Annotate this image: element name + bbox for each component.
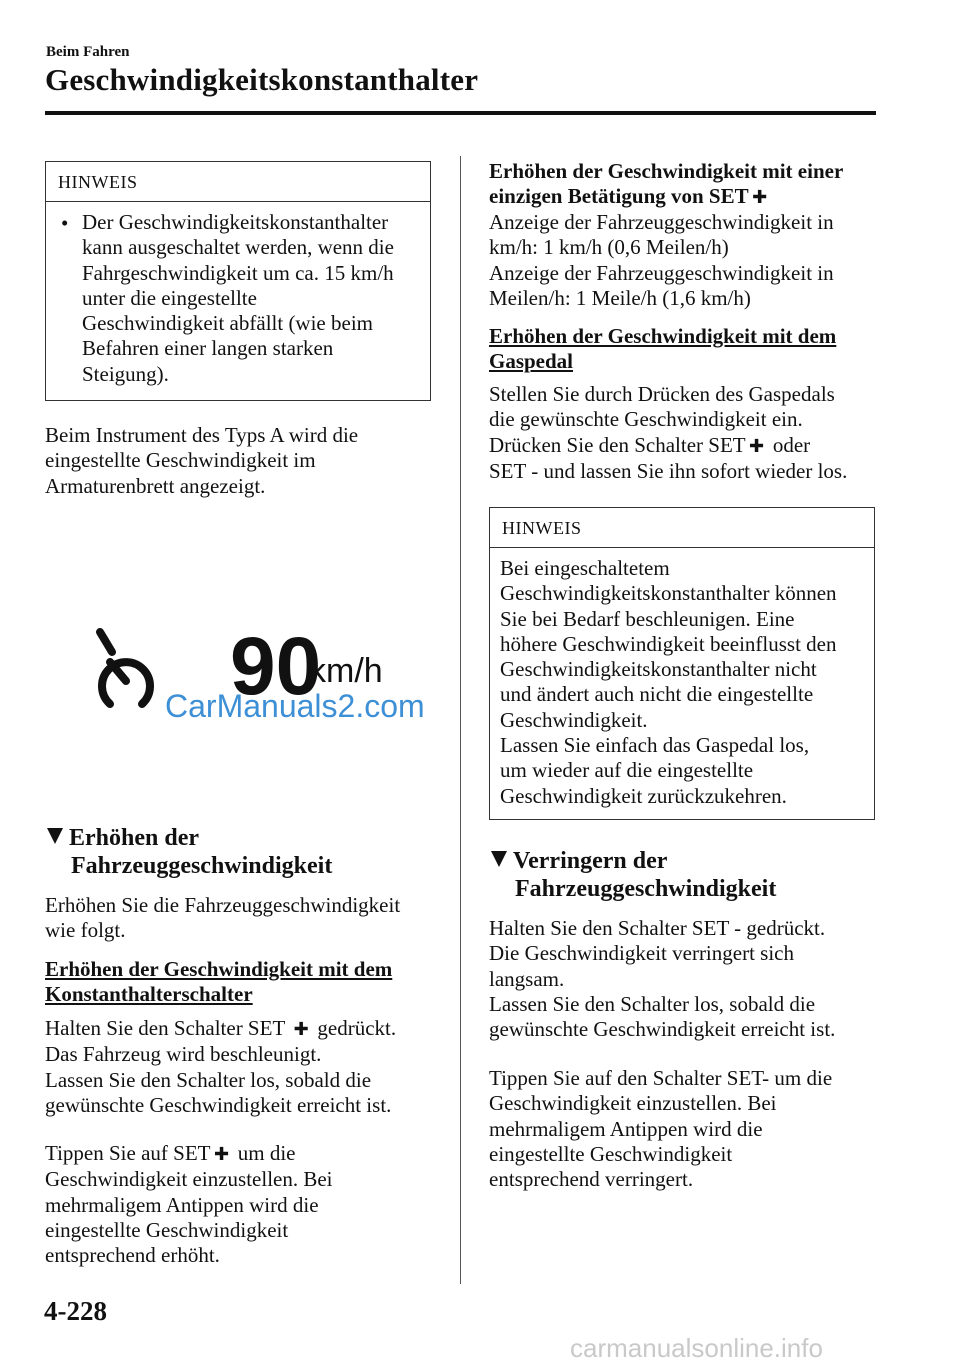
text-line: eingestellte Geschwindigkeit im	[45, 448, 316, 473]
page-title: Geschwindigkeitskonstanthalter	[45, 62, 479, 97]
text-line: gewünschte Geschwindigkeit erreicht ist.	[489, 1017, 836, 1042]
text-line: Tippen Sie auf den Schalter SET- um die	[489, 1066, 833, 1090]
subheading-single-press	[489, 159, 843, 210]
text-line: Die Geschwindigkeit verringert sich	[489, 941, 794, 966]
paragraph-hold-set-minus	[489, 916, 835, 1042]
bullet-dot: •	[61, 211, 69, 235]
text-line: Geschwindigkeit einzustellen. Bei	[45, 1167, 333, 1192]
text-line: eingestellte Geschwindigkeit	[489, 1141, 733, 1166]
note-line: Geschwindigkeitskonstanthalter nicht	[500, 657, 817, 682]
cruise-control-icon	[100, 632, 150, 704]
note-line: Lassen Sie einfach das Gaspedal los,	[500, 733, 810, 758]
text-line: Geschwindigkeit einzustellen. Bei	[489, 1091, 777, 1116]
text-line: Anzeige der Fahrzeuggeschwindigkeit in	[489, 210, 834, 234]
heading-line: Fahrzeuggeschwindigkeit	[71, 853, 333, 879]
speed-value: 90	[230, 621, 322, 712]
heading-decrease-speed	[491, 847, 776, 903]
text-line: Armaturenbrett angezeigt.	[45, 473, 266, 498]
paragraph-tap-set-minus	[489, 1066, 832, 1192]
paragraph-increase-intro	[45, 893, 400, 944]
note-line: Steigung).	[82, 361, 169, 386]
note-line: kann ausgeschaltet werden, wenn die	[82, 235, 394, 260]
text-line: SET - und lassen Sie ihn sofort wieder los.	[489, 458, 848, 483]
note-line: um wieder auf die eingestellte	[500, 758, 754, 783]
note-bullet	[46, 202, 430, 387]
speed-unit: km/h	[309, 652, 383, 690]
page-number: 4-228	[44, 1296, 107, 1326]
note-line: Geschwindigkeit abfällt (wie beim	[82, 311, 373, 336]
plus-icon: ✚	[293, 1019, 309, 1040]
note-line: Befahren einer langen starken	[82, 336, 334, 361]
text-line: mehrmaligem Antippen wird die	[45, 1192, 319, 1217]
subheading-line: Erhöhen der Geschwindigkeit mit einer	[489, 159, 844, 183]
text-line: Das Fahrzeug wird beschleunigt.	[45, 1042, 322, 1067]
text-segment: Tippen Sie auf SET	[45, 1141, 211, 1165]
note-heading: HINWEIS	[46, 162, 430, 202]
header-rule	[45, 111, 876, 115]
footer-watermark: carmanualsonline.info	[570, 1333, 823, 1363]
note-line: Geschwindigkeit.	[500, 707, 648, 732]
paragraph-hold-switch	[45, 1016, 396, 1118]
text-line: Lassen Sie den Schalter los, sobald die	[489, 991, 816, 1016]
paragraph-tap-set	[45, 1141, 333, 1268]
text-line: Lassen Sie den Schalter los, sobald die	[45, 1067, 372, 1092]
note-line: höhere Geschwindigkeit beeinflusst den	[500, 631, 837, 656]
subheading-line: Gaspedal	[489, 349, 574, 373]
text-line: eingestellte Geschwindigkeit	[45, 1217, 289, 1242]
section-label: Beim Fahren	[46, 44, 130, 60]
text-line: Anzeige der Fahrzeuggeschwindigkeit in	[489, 260, 834, 285]
text-segment: gedrückt.	[317, 1016, 397, 1040]
text-line: langsam.	[489, 966, 565, 991]
text-line: Stellen Sie durch Drücken des Gaspedals	[489, 382, 835, 406]
text-line: entsprechend verringert.	[489, 1167, 694, 1192]
note-line: und ändert auch nicht die eingestellte	[500, 682, 814, 707]
text-line: wie folgt.	[45, 918, 126, 943]
note-line: Bei eingeschaltetem	[500, 556, 670, 580]
paragraph-increment-values	[489, 210, 834, 311]
note-line: Der Geschwindigkeitskonstanthalter	[82, 210, 389, 234]
watermark-text: CarManuals2.com	[165, 688, 425, 724]
note-box-2	[489, 507, 875, 820]
text-segment: Drücken Sie den Schalter SET	[489, 432, 746, 457]
triangle-marker-icon	[491, 851, 507, 867]
text-line: die gewünschte Geschwindigkeit ein.	[489, 407, 803, 432]
text-line: mehrmaligem Antippen wird die	[489, 1116, 763, 1141]
text-line: Beim Instrument des Typs A wird die	[45, 423, 359, 447]
text-line: gewünschte Geschwindigkeit erreicht ist.	[45, 1092, 392, 1117]
heading-line: Erhöhen der	[69, 825, 200, 851]
heading-line: Verringern der	[513, 848, 668, 874]
text-segment: Halten Sie den Schalter SET	[45, 1016, 285, 1040]
note-line: Sie bei Bedarf beschleunigen. Eine	[500, 606, 795, 631]
subheading-accelerator	[489, 324, 836, 374]
note-line: Geschwindigkeitskonstanthalter können	[500, 581, 837, 606]
note-body	[490, 548, 874, 809]
text-line: Erhöhen Sie die Fahrzeuggeschwindigkeit	[45, 893, 401, 917]
heading-increase-speed	[47, 824, 332, 880]
subheading-line: Erhöhen der Geschwindigkeit mit dem	[45, 957, 393, 981]
subheading-line: einzigen Betätigung von SET	[489, 184, 749, 208]
text-segment: um die	[237, 1141, 296, 1165]
note-box-1	[45, 161, 431, 401]
plus-icon: ✚	[213, 1144, 230, 1165]
subheading-switch	[45, 957, 392, 1007]
text-line: Halten Sie den Schalter SET - gedrückt.	[489, 916, 826, 940]
text-line: Meilen/h: 1 Meile/h (1,6 km/h)	[489, 285, 751, 310]
note-heading: HINWEIS	[490, 508, 874, 548]
subheading-line: Erhöhen der Geschwindigkeit mit dem	[489, 324, 837, 348]
note-line: Geschwindigkeit zurückzukehren.	[500, 783, 787, 808]
note-line: unter die eingestellte	[82, 285, 257, 310]
paragraph-accelerator	[489, 382, 847, 484]
plus-icon: ✚	[749, 435, 765, 457]
subheading-line: Konstanthalterschalter	[45, 982, 253, 1006]
triangle-marker-icon	[47, 828, 63, 844]
heading-line: Fahrzeuggeschwindigkeit	[515, 876, 777, 902]
text-segment: oder	[772, 432, 811, 457]
text-line: km/h: 1 km/h (0,6 Meilen/h)	[489, 235, 729, 260]
intro-paragraph	[45, 423, 358, 499]
note-line: Fahrgeschwindigkeit um ca. 15 km/h	[82, 260, 394, 285]
column-divider	[460, 156, 461, 1284]
text-line: entsprechend erhöht.	[45, 1243, 220, 1268]
plus-icon: ✚	[752, 187, 768, 208]
